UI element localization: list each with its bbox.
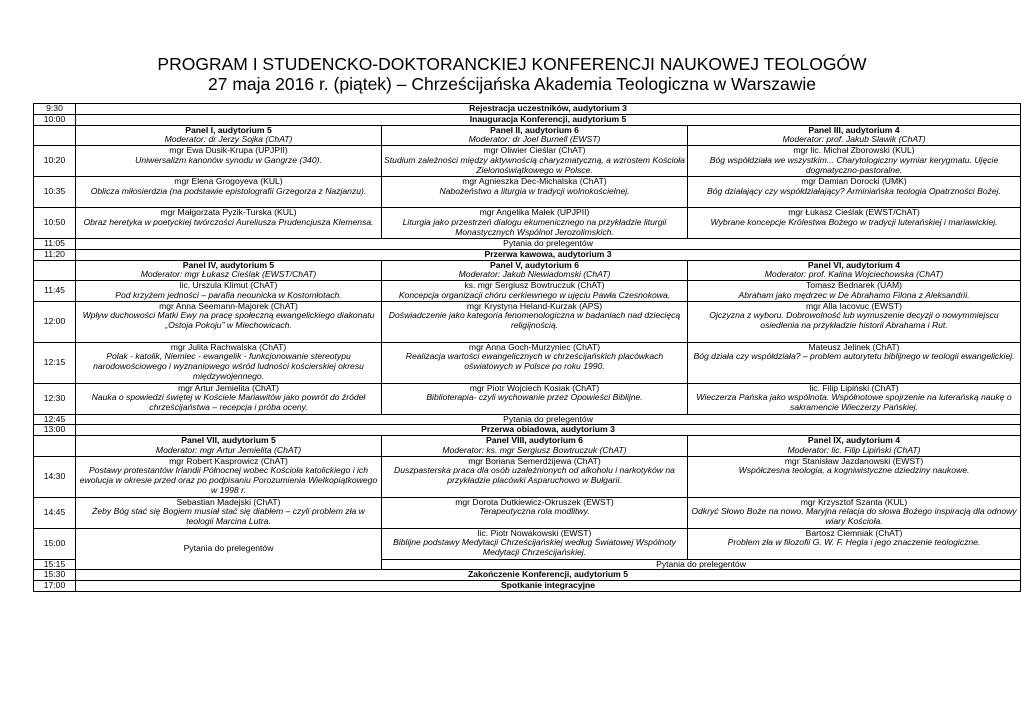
speaker-name: mgr Artur Jemielita (ChAT) xyxy=(177,383,280,393)
panel-header-row-1 xyxy=(34,125,1021,146)
speaker-name: mgr Krzysztof Szanta (KUL) xyxy=(800,497,908,507)
row-1700 xyxy=(34,581,1021,592)
panel-header-cell xyxy=(76,125,382,146)
event-text: Rejestracja uczestników, audytorium 3 xyxy=(469,103,627,113)
time-cell-empty xyxy=(34,436,76,457)
talk-title: Postawy protestantów Irlandii Północnej wobec Kościoła katolickiego i ich ewolucja w okresie przed oraz po podpisaniu Porozumienia Wielkopiątkowego w 1998 r. xyxy=(79,465,378,495)
speaker-name: Tomasz Bednarek (UAM) xyxy=(806,280,902,290)
talk-cell xyxy=(688,208,1021,239)
document-title: PROGRAM I STUDENCKO-DOKTORANCKIEJ KONFERENCJI NAUKOWEJ TEOLOGÓW xyxy=(157,54,867,74)
panel-header-row-3 xyxy=(34,436,1021,457)
talk-title: Nabożeństwo a liturgia w tradycji wolnokościelnej. xyxy=(439,185,630,196)
speaker-name: mgr Angelika Małek (UPJPII) xyxy=(479,207,590,217)
talk-cell xyxy=(382,208,688,239)
speaker-name: Sebastian Madejski (ChAT) xyxy=(176,497,281,507)
talk-cell xyxy=(76,281,382,302)
talk-title: Żeby Bóg stać się Bogiem musiał stać się diabłem – czyli problem zła w teologii Marcina Lutra. xyxy=(92,506,365,526)
event-cell xyxy=(382,559,1021,570)
speaker-name: lic. Piotr Nowakowski (EWST) xyxy=(477,528,592,538)
talk-title: Terapeutyczna rola modlitwy. xyxy=(479,506,590,517)
event-cell xyxy=(76,239,1021,250)
time-cell: 9:30 xyxy=(34,104,76,115)
event-text: Pytania do prelegentów xyxy=(503,414,593,424)
speaker-name: mgr Robert Kasprowicz (ChAT) xyxy=(169,456,288,466)
speaker-name: mgr Anna Seemann-Majorek (ChAT) xyxy=(159,301,298,311)
time-cell: 10:00 xyxy=(34,114,76,125)
panel-title: Panel VIII, audytorium 6 xyxy=(486,435,583,445)
row-1050 xyxy=(34,208,1021,239)
talk-cell xyxy=(76,177,382,208)
talk-cell xyxy=(688,146,1021,177)
talk-cell xyxy=(688,528,1021,559)
time-cell-empty xyxy=(34,260,76,281)
panel-title: Panel VII, audytorium 5 xyxy=(181,435,276,445)
talk-cell xyxy=(688,301,1021,342)
event-cell xyxy=(76,581,1021,592)
row-1200 xyxy=(34,301,1021,342)
row-1500 xyxy=(34,528,1021,559)
row-1020 xyxy=(34,146,1021,177)
talk-cell xyxy=(382,281,688,302)
speaker-name: mgr Małgorzata Pyzik-Turska (KUL) xyxy=(160,207,297,217)
time-cell: 17:00 xyxy=(34,581,76,592)
talk-title: Wpływ duchowości Matki Ewy na pracę społeczną ewangelickiego diakonatu „Ostoja Pokoju” w Miechowicach. xyxy=(82,310,375,330)
speaker-name: mgr Ewa Dusik-Krupa (UPJPII) xyxy=(169,145,288,155)
panel-title: Panel VI, audytorium 4 xyxy=(807,260,901,270)
talk-cell xyxy=(76,146,382,177)
talk-title: Bóg działa czy współdziała? – problem autorytetu biblijnego w teologii ewangelickiej. xyxy=(693,351,1015,362)
panel-title: Panel III, audytorium 4 xyxy=(808,125,900,135)
talk-cell xyxy=(688,497,1021,528)
row-1105 xyxy=(34,239,1021,250)
time-cell: 11:45 xyxy=(34,281,76,302)
time-cell: 10:20 xyxy=(34,146,76,177)
panel-moderator: Moderator: lic. Filip Lipiński (ChAT) xyxy=(787,444,921,455)
document-subtitle: 27 maja 2016 r. (piątek) – Chrześcijańska Akademia Teologiczna w Warszawie xyxy=(208,74,816,94)
talk-cell xyxy=(76,208,382,239)
speaker-name: mgr Anna Goch-Murzyniec (ChAT) xyxy=(468,342,601,352)
row-1300 xyxy=(34,425,1021,436)
talk-cell xyxy=(688,342,1021,383)
time-cell: 12:15 xyxy=(34,342,76,383)
speaker-name: mgr Alla Iacovuc (EWST) xyxy=(806,301,902,311)
talk-cell xyxy=(382,146,688,177)
time-cell: 12:30 xyxy=(34,383,76,414)
time-cell: 11:05 xyxy=(34,239,76,250)
time-cell: 10:50 xyxy=(34,208,76,239)
talk-cell xyxy=(688,456,1021,497)
panel-header-cell xyxy=(382,436,688,457)
talk-title: Duszpasterska praca dla osób uzależnionych od alkoholu i narkotyków na przykładzie placówki Asparuchowo w Bułgarii. xyxy=(394,465,675,485)
questions-cell xyxy=(76,528,382,570)
panel-moderator: Moderator: Jakub Niewiadomski (ChAT) xyxy=(458,269,611,280)
speaker-name: ks. mgr Sergiusz Bowtruczuk (ChAT) xyxy=(464,280,605,290)
talk-cell xyxy=(382,528,688,559)
talk-cell xyxy=(688,383,1021,414)
event-cell xyxy=(76,104,1021,115)
time-cell: 11:20 xyxy=(34,249,76,260)
talk-title: Pod krzyżem jedności – parafia neounicka w Kostomłotach. xyxy=(115,289,342,300)
speaker-name: mgr Damian Dorocki (UMK) xyxy=(801,176,907,186)
talk-title: Oblicza miłosierdzia (na podstawie epistolografii Grzegorza z Nazjanzu). xyxy=(90,185,367,196)
talk-cell xyxy=(382,383,688,414)
time-cell: 14:30 xyxy=(34,456,76,497)
panel-moderator: Moderator: mgr Artur Jemielita (ChAT) xyxy=(155,444,302,455)
talk-title: Doświadczenie jako kategoria fenomenologiczna w badaniach nad dziecięcą religijnością. xyxy=(388,310,681,330)
panel-moderator: Moderator: dr Jerzy Sojka (ChAT) xyxy=(164,134,293,145)
talk-title: Wybrane koncepcje Królestwa Bożego w tradycji luterańskiej i mariawickiej. xyxy=(710,216,998,227)
talk-title: Problem zła w filozofii G. W. F. Hegla i jego znaczenie teologiczne. xyxy=(727,537,981,548)
event-text: Pytania do prelegentów xyxy=(503,238,593,248)
event-cell xyxy=(76,425,1021,436)
event-cell xyxy=(76,249,1021,260)
talk-cell xyxy=(76,383,382,414)
talk-title: Ojczyzna z wyboru. Dobrowolność lub wymuszenie decyzji o nowymmiejscu osiedlenia na przykładzie historii Abrahama i Rut. xyxy=(709,310,999,330)
talk-cell xyxy=(382,342,688,383)
talk-title: Studium zależności między aktywnością charyzmatyczną, a wzrostem Kościoła Zielonoświątkowego w Polsce. xyxy=(384,154,685,175)
speaker-name: mgr Julita Rachwalska (ChAT) xyxy=(170,342,287,352)
panel-header-cell xyxy=(688,125,1021,146)
panel-title: Panel II, audytorium 6 xyxy=(490,125,579,135)
talk-title: Biblioterapia- czyli wychowanie przez Opowieści Biblijne. xyxy=(426,392,643,403)
time-cell: 10:35 xyxy=(34,177,76,208)
talk-title: Realizacja wartości ewangelicznych w chrześcijańskich placówkach oświatowych w Polsce po roku 1990. xyxy=(405,351,664,371)
panel-moderator: Moderator: dr Joel Burnell (EWST) xyxy=(468,134,601,145)
talk-cell xyxy=(688,281,1021,302)
row-1530 xyxy=(34,570,1021,581)
time-cell: 13:00 xyxy=(34,425,76,436)
talk-title: Obraz heretyka w poetyckiej twórczości Aureliusza Prudencjusza Klemensa. xyxy=(83,216,374,227)
event-text: Zakończenie Konferencji, audytorium 5 xyxy=(468,569,628,580)
speaker-name: mgr Stanisław Jazdanowski (EWST) xyxy=(784,456,924,466)
talk-title: Biblijne podstawy Medytacji Chrześcijańskiej według Światowej Wspólnoty Medytacji Chrześcijańskiej. xyxy=(393,537,676,557)
talk-cell xyxy=(76,497,382,528)
talk-title: Uniwersalizm kanonów synodu w Gangrze (340). xyxy=(135,154,322,165)
row-1000 xyxy=(34,114,1021,125)
talk-title: Odkryć Słowo Boże na nowo. Maryjna relacja do słowa Bożego inspiracją dla odnowy wiary Kościoła. xyxy=(691,506,1017,526)
panel-moderator: Moderator: mgr Łukasz Cieślak (EWST/ChAT) xyxy=(140,269,317,280)
speaker-name: lic. Filip Lipiński (ChAT) xyxy=(809,383,899,393)
speaker-name: mgr Dorota Dutkiewicz-Okruszek (EWST) xyxy=(455,497,614,507)
talk-title: Bóg działający czy współdziałający? Arminiańska teologia Opatrzności Bożej. xyxy=(707,185,1001,196)
time-cell: 15:15 xyxy=(34,559,76,570)
event-cell xyxy=(76,114,1021,125)
talk-cell xyxy=(382,497,688,528)
row-1230 xyxy=(34,383,1021,414)
speaker-name: Bartosz Ciemniak (ChAT) xyxy=(805,528,903,538)
time-cell: 14:45 xyxy=(34,497,76,528)
schedule-table xyxy=(33,103,1021,592)
event-text: Przerwa obiadowa, audytorium 3 xyxy=(481,424,615,435)
panel-header-cell xyxy=(76,436,382,457)
event-cell xyxy=(76,570,1021,581)
talk-title: Nauka o spowiedzi świętej w Kościele Mariawitów jako powrót do źródeł chrześcijaństwa – recepcja i próba oceny. xyxy=(91,392,366,412)
talk-title: Abraham jako mędrzec w De Abrahamo Filona z Aleksandrii. xyxy=(738,289,970,300)
speaker-name: mgr Oliwier Cieślar (ChAT) xyxy=(483,145,586,155)
row-1120 xyxy=(34,249,1021,260)
panel-title: Panel V, audytorium 6 xyxy=(490,260,579,270)
row-1445 xyxy=(34,497,1021,528)
time-cell: 15:00 xyxy=(34,528,76,559)
time-cell-empty xyxy=(34,125,76,146)
talk-cell xyxy=(76,301,382,342)
event-text: Pytania do prelegentów xyxy=(183,543,274,553)
row-0930 xyxy=(34,104,1021,115)
talk-cell xyxy=(382,177,688,208)
event-cell xyxy=(76,414,1021,425)
talk-title: Koncepcja organizacji chóru cerkiewnego w ujęciu Pawła Czesnokowa. xyxy=(398,289,671,300)
row-1145 xyxy=(34,281,1021,302)
panel-title: Panel IX, audytorium 4 xyxy=(807,435,901,445)
panel-header-row-2 xyxy=(34,260,1021,281)
talk-cell xyxy=(76,342,382,383)
speaker-name: mgr Łukasz Cieślak (EWST/ChAT) xyxy=(788,207,920,217)
panel-header-cell xyxy=(382,125,688,146)
speaker-name: mgr Boriana Semerdżijewa (ChAT) xyxy=(468,456,601,466)
panel-title: Panel I, audytorium 5 xyxy=(185,125,272,135)
event-text: Spotkanie integracyjne xyxy=(500,580,596,590)
panel-title: Panel IV, audytorium 5 xyxy=(182,260,275,270)
speaker-name: mgr Agnieszka Dec-Michalska (ChAT) xyxy=(462,176,607,186)
speaker-name: mgr Piotr Wojciech Kosiak (ChAT) xyxy=(469,383,600,393)
row-1035 xyxy=(34,177,1021,208)
speaker-name: Mateusz Jelinek (ChAT) xyxy=(808,342,900,352)
panel-header-cell xyxy=(382,260,688,281)
talk-title: Polak - katolik, Niemiec - ewangelik - funkcjonowanie stereotypu narodowościowego i wyznaniowego wśród ludności kościerskiej okresu międzywojennego. xyxy=(93,351,364,381)
speaker-name: mgr lic. Michał Zborowski (KUL) xyxy=(793,145,915,155)
talk-title: Wieczerza Pańska jako wspólnota. Współnotowe spojrzenie na luterańską naukę o sakramencie Wieczerzy Pańskiej. xyxy=(696,392,1012,412)
talk-cell xyxy=(382,456,688,497)
panel-moderator: Moderator: ks. mgr Sergiusz Bowtruczuk (ChAT) xyxy=(442,444,627,455)
event-text: Pytania do prelegentów xyxy=(656,559,746,569)
row-1430 xyxy=(34,456,1021,497)
row-1215 xyxy=(34,342,1021,383)
talk-cell xyxy=(382,301,688,342)
time-cell: 12:00 xyxy=(34,301,76,342)
panel-header-cell xyxy=(688,260,1021,281)
row-1245 xyxy=(34,414,1021,425)
panel-moderator: Moderator: prof. Kalina Wojciechowska (ChAT) xyxy=(764,269,944,280)
talk-title: Bóg współdziała we wszystkim... Charytologiczny wymiar kerygmatu. Ujęcie dogmatyczno-pastoralne. xyxy=(709,154,999,175)
talk-title: Liturgia jako przestrzeń dialogu ekumenicznego na przykładzie liturgii Monastycznych Wspólnot Jerozolimskich. xyxy=(402,216,667,237)
speaker-name: mgr Elena Grogoyeva (KUL) xyxy=(174,176,283,186)
time-cell: 12:45 xyxy=(34,414,76,425)
speaker-name: mgr Krystyna Heland-Kurzak (APS) xyxy=(466,301,603,311)
speaker-name: lic. Urszula Klimut (ChAT) xyxy=(179,280,278,290)
event-text: Przerwa kawowa, audytorium 3 xyxy=(484,249,612,259)
panel-moderator: Moderator: prof. Jakub Slawik (ChAT) xyxy=(782,134,926,145)
time-cell: 15:30 xyxy=(34,570,76,581)
talk-cell xyxy=(76,456,382,497)
panel-header-cell xyxy=(688,436,1021,457)
talk-title: Współczesna teologia, a kogniwistyczne dziedziny naukowe. xyxy=(738,465,970,476)
panel-header-cell xyxy=(76,260,382,281)
talk-cell xyxy=(688,177,1021,208)
event-text: Inauguracja Konferencji, audytorium 5 xyxy=(469,114,627,124)
